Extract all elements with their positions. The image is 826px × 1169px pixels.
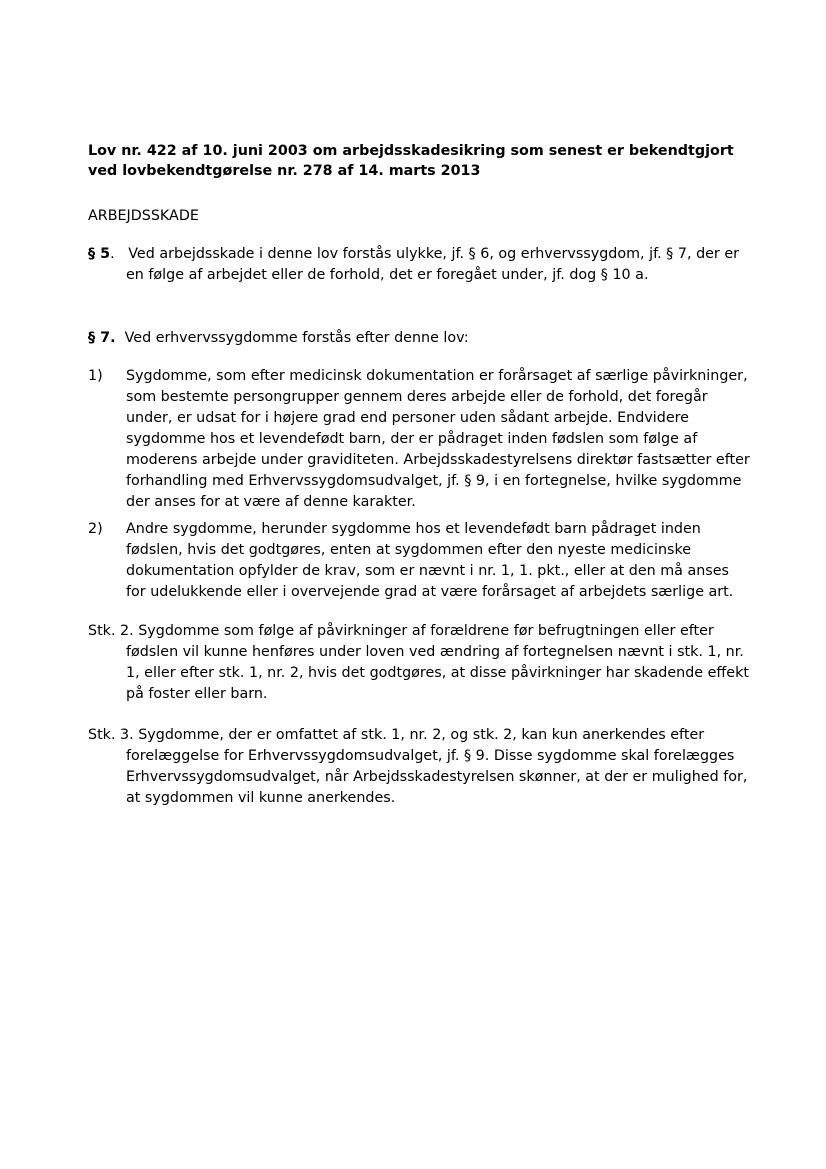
list-item-text: Sygdomme, som efter medicinsk dokumentation er forårsaget af særlige påvirkninger, som bestemte persongrupper gennem deres arbejde eller de forhold, det foregår under, er udsat for i højere grad end personer uden sådant arbejde. Endvidere sygdomme hos et levendefødt barn, der er pådraget inden fødslen som følge af moderens arbejde under graviditeten. Arbejdsskadestyrelsens direktør fastsætter efter forhandling med Erhvervssygdomsudvalget, jf. § 9, i en fortegnelse, hvilke sygdomme der anses for at være af denne karakter. — [126, 368, 750, 510]
paragraph-5-text: Ved arbejdsskade i denne lov forstås ulykke, jf. § 6, og erhvervssygdom, jf. § 7, der er en følge af arbejdet eller de forhold, det er foregået under, jf. dog § 10 a. — [126, 246, 740, 283]
stk-2-paragraph: Stk. 2. Sygdomme som følge af påvirkninger af forældrene før befrugtningen eller efter fødslen vil kunne henføres under loven ved ændring af fortegnelsen nævnt i stk. 1, nr. 1, eller efter stk. 1, nr. 2, hvis det godtgøres, at disse påvirkninger har skadende effekt på foster eller barn. — [88, 623, 749, 702]
paragraph-7-label: § 7. — [88, 330, 116, 346]
document-title: Lov nr. 422 af 10. juni 2003 om arbejdsskadesikring som senest er bekendtgjort ved lovbekendtgørelse nr. 278 af 14. marts 2013 — [88, 143, 734, 179]
paragraph-5-label: § 5 — [88, 246, 111, 262]
stk-3-paragraph: Stk. 3. Sygdomme, der er omfattet af stk. 1, nr. 2, og stk. 2, kan kun anerkendes efter forelæggelse for Erhvervssygdomsudvalget, jf. § 9. Disse sygdomme skal forelægges Erhvervssygdomsudvalget, når Arbejdsskadestyrelsen skønner, at der er mulighed for, at sygdommen vil kunne anerkendes. — [88, 727, 748, 806]
disease-list — [88, 366, 750, 603]
list-item-text: Andre sygdomme, herunder sygdomme hos et levendefødt barn pådraget inden fødslen, hvis det godtgøres, enten at sygdommen efter den nyeste medicinske dokumentation opfylder de krav, som er nævnt i nr. 1, 1. pkt., eller at den må anses for udelukkende eller i overvejende grad at være forårsaget af arbejdets særlige art. — [126, 521, 734, 600]
document-page — [88, 141, 750, 809]
paragraph-7 — [88, 328, 750, 349]
list-item — [88, 366, 750, 513]
list-item-number: 1) — [88, 368, 103, 384]
paragraph-7-intro: Ved erhvervssygdomme forstås efter denne lov: — [124, 330, 469, 346]
list-item — [88, 519, 750, 603]
paragraph-5 — [88, 244, 750, 286]
paragraph-5-separator: . — [110, 246, 115, 262]
list-item-number: 2) — [88, 521, 103, 537]
section-heading: ARBEJDSSKADE — [88, 208, 199, 224]
